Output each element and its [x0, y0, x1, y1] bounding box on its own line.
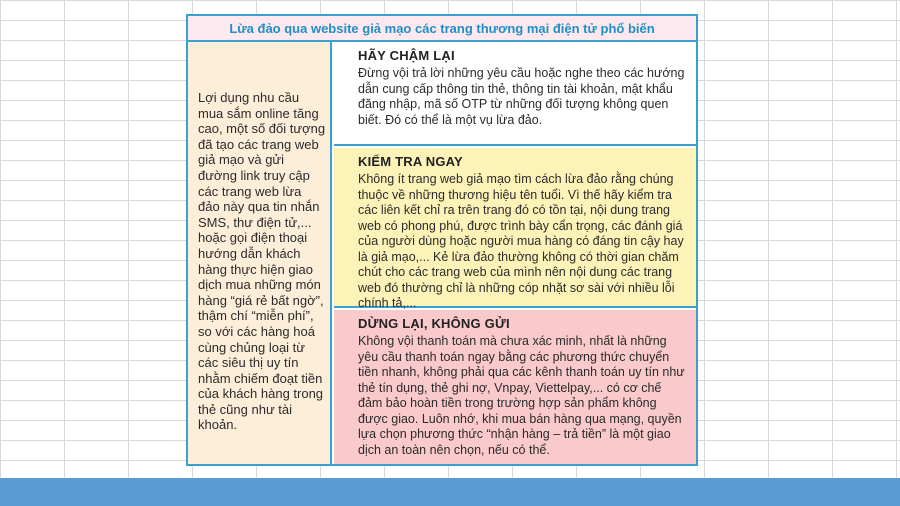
left-column — [188, 42, 332, 464]
left-column-text: Lợi dụng nhu cầu mua sắm online tăng cao, một số đối tượng đã tạo các trang web giả mạo và gửi đường link truy cập các trang web lừa đảo này qua tin nhắn SMS, thư điện tử,... hoặc gọi điện thoại hướng dẫn khách hàng thực hiện giao dịch mua những món hàng “giá rẻ bất ngờ”, thậm chí “miễn phí”, so với các hàng hoá cùng chủng loại từ các siêu thị uy tín nhằm chiếm đoạt tiền của khách hàng trong thẻ cũng như tài khoản. — [198, 90, 326, 433]
section-body: Đừng vội trả lời những yêu cầu hoặc nghe theo các hướng dẫn cung cấp thông tin thẻ, thông tin tài khoản, mật khẩu đăng nhập, mã số OTP từ những đối tượng không quen biết. Đó có thể là một vụ lừa đảo. — [358, 66, 685, 127]
section-slow-down — [334, 42, 696, 146]
section-check-now — [334, 148, 696, 308]
section-heading: DỪNG LẠI, KHÔNG GỬI — [358, 316, 510, 331]
section-heading: KIỂM TRA NGAY — [358, 154, 463, 169]
section-body: Không ít trang web giả mạo tìm cách lừa đảo rằng chúng thuộc về những thương hiệu tên tuổi. Vì thế hãy kiểm tra các liên kết chỉ ra trên trang đó có tồn tại, nội dung trang web có phong phú, được trình bày cẩn trọng, các đánh giá của người dùng hoặc người mua hàng có đáng tin cậy hay là giả mạo,... Kẻ lừa đảo thường không có thời gian chăm chút cho các trang web của mình nên nội dung các trang web đó thường chỉ là những cóp nhặt sơ sài với nhiều lỗi chính tả,... — [358, 172, 684, 310]
section-stop-dont-send — [334, 310, 696, 464]
section-heading: HÃY CHẬM LẠI — [358, 48, 455, 63]
bottom-bar — [0, 478, 900, 506]
info-card — [186, 14, 698, 466]
section-body: Không vội thanh toán mà chưa xác minh, nhất là những yêu cầu thanh toán ngay bằng các phương thức chuyển tiền nhanh, không phải qua các kênh thanh toán uy tín như thẻ tín dụng, thẻ ghi nợ, Vnpay, Viettelpay,... có cơ chế đảm bảo hoàn tiền trong trường hợp sản phẩm không được giao. Luôn nhớ, khi mua bán hàng qua mạng, quyền lựa chọn phương thức “nhận hàng – trả tiền” là một giao dịch an toàn nên chọn, nếu có thể. — [358, 334, 685, 457]
card-title: Lừa đảo qua website giả mạo các trang thương mại điện tử phổ biến — [188, 16, 696, 42]
